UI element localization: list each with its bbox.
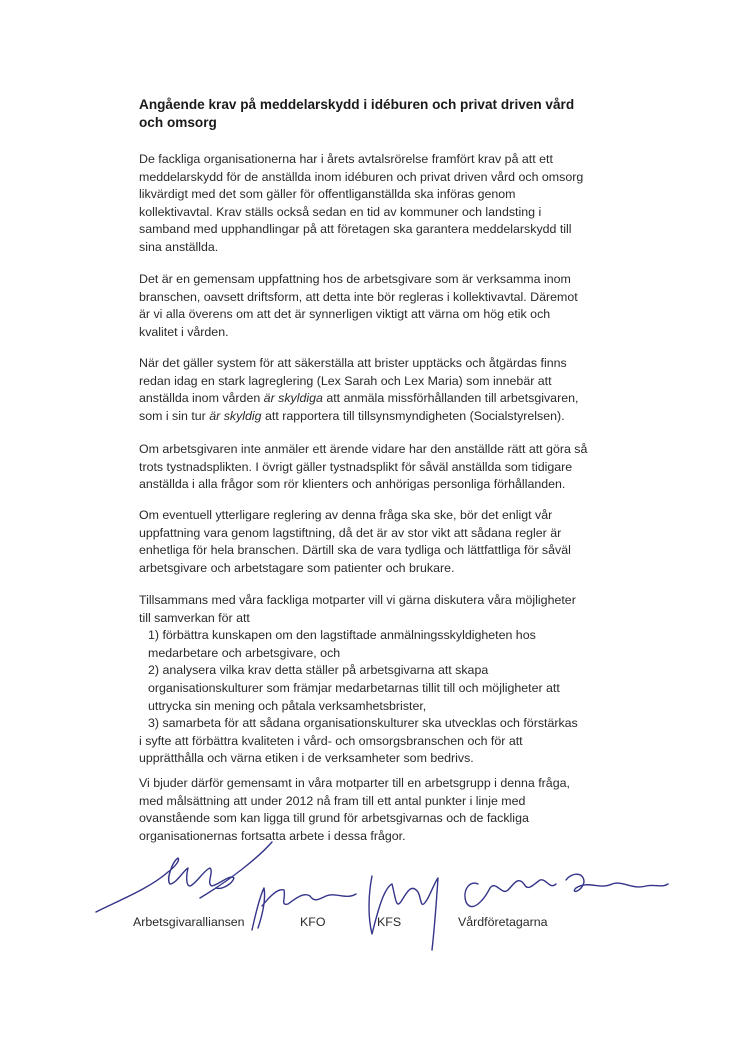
- list-item: 1) förbättra kunskapen om den lagstiftade anmälningsskyldigheten hos: [148, 628, 536, 643]
- list-item: i syfte att förbättra kvaliteten i vård- och omsorgsbranschen och för att: [139, 733, 523, 748]
- list-item: medarbetare och arbetsgivare, och: [148, 645, 341, 660]
- signature-vardforetagarna: [465, 874, 668, 906]
- signature-arbetsgivaralliansen-stroke: [200, 842, 272, 898]
- paragraph: [139, 151, 609, 257]
- signatory-label: Arbetsgivaralliansen: [133, 915, 245, 929]
- text-line: kvalitet i vården.: [139, 324, 229, 339]
- text-line: [139, 390, 609, 408]
- emphasis: är skyldiga: [263, 391, 323, 406]
- text-line: De fackliga organisationerna har i årets avtalsrörelse framfört krav på att ett: [139, 152, 553, 166]
- signatory-label: KFS: [377, 915, 402, 929]
- paragraph: [139, 441, 609, 494]
- text-line: enhetliga för hela branschen. Därtill ska de vara tydliga och lättfattliga för såväl: [139, 543, 571, 558]
- text-line: meddelarskydd för de anställda inom idéburen och privat driven vård och omsorg: [139, 169, 584, 184]
- text-line: Vi bjuder därför gemensamt in våra motparter till en arbetsgrupp i denna fråga,: [139, 776, 570, 790]
- text-line: Om arbetsgivaren inte anmäler ett ärende vidare har den anställde rätt att göra så: [139, 442, 588, 456]
- text-segment: att rapportera till tillsynsmyndigheten (Socialstyrelsen).: [261, 408, 565, 423]
- text-line: sina anställda.: [139, 239, 219, 254]
- text-line: är vi alla överens om att det är synnerligen viktigt att värna om hög etik och: [139, 307, 551, 322]
- paragraph: [139, 355, 609, 425]
- list-item: upprätthålla och värna etiken i de verksamheter som bedrivs.: [139, 751, 474, 766]
- document-title: [139, 96, 609, 132]
- text-line: Tillsammans med våra fackliga motparter vill vi gärna diskutera våra möjligheter: [139, 593, 576, 607]
- paragraph: [139, 775, 609, 845]
- text-segment: anställda inom vården: [139, 391, 264, 406]
- text-line: likvärdigt med det som gäller för offentliganställda ska införas genom: [139, 187, 516, 202]
- paragraph: [139, 592, 609, 768]
- text-line: arbetsgivare och arbetstagare som patienter och brukare.: [139, 560, 455, 575]
- emphasis: är skyldig: [209, 408, 262, 423]
- text-line: uppfattning vara genom lagstiftning, då det är av stor vikt att sådana regler är: [139, 525, 562, 540]
- text-line: samband med upphandlingar på att företagen ska garantera meddelarskydd till: [139, 222, 572, 237]
- text-segment: som i sin tur: [139, 408, 210, 423]
- paragraph: [139, 271, 609, 341]
- list-item: 3) samarbeta för att sådana organisationskulturer ska utvecklas och förstärkas: [148, 716, 578, 731]
- text-line: organisationernas fortsatta arbete i dessa frågor.: [139, 828, 406, 843]
- signatory-label: Vårdföretagarna: [458, 915, 548, 929]
- text-line: När det gäller system för att säkerställa att brister upptäcks och åtgärdas finns: [139, 356, 567, 370]
- text-line: ovanstående som kan ligga till grund för arbetsgivarnas och de fackliga: [139, 811, 529, 826]
- text-line: Om eventuell ytterligare reglering av denna fråga ska ske, bör det enligt vår: [139, 508, 553, 522]
- title-line: Angående krav på meddelarskydd i idéburen och privat driven vård: [139, 97, 575, 112]
- text-line: till samverkan för att: [139, 610, 250, 625]
- text-segment: att anmäla missförhållanden till arbetsgivaren,: [322, 391, 579, 406]
- paragraph: [139, 507, 609, 577]
- signature-arbetsgivaralliansen: [96, 858, 234, 912]
- text-line: branschen, oavsett driftsform, att detta inte bör regleras i kollektivavtal. Däremot: [139, 289, 578, 304]
- text-line: trots tystnadsplikten. I övrigt gäller tystnadsplikt för såväl anställda som tidigare: [139, 459, 573, 474]
- signature-kfs: [369, 876, 438, 950]
- signatory-label: KFO: [300, 915, 326, 929]
- text-line: [139, 408, 609, 426]
- text-line: anställda i alla frågor som rör klienters och anhörigas personliga förhållanden.: [139, 477, 566, 492]
- text-line: med målsättning att under 2012 nå fram till ett antal punkter i linje med: [139, 793, 526, 808]
- text-line: redan idag en stark lagreglering (Lex Sarah och Lex Maria) som innebär att: [139, 373, 552, 388]
- list-item: 2) analysera vilka krav detta ställer på arbetsgivarna att skapa: [148, 663, 489, 678]
- list-item: uttrycka sin mening och påtala verksamhetsbrister,: [148, 698, 427, 713]
- title-line: och omsorg: [139, 115, 217, 130]
- text-line: Det är en gemensam uppfattning hos de arbetsgivare som är verksamma inom: [139, 272, 571, 286]
- text-line: kollektivavtal. Krav ställs också sedan en tid av kommuner och landsting i: [139, 204, 542, 219]
- list-item: organisationskulturer som främjar medarbetarnas tillit till och möjligheter att: [148, 680, 560, 695]
